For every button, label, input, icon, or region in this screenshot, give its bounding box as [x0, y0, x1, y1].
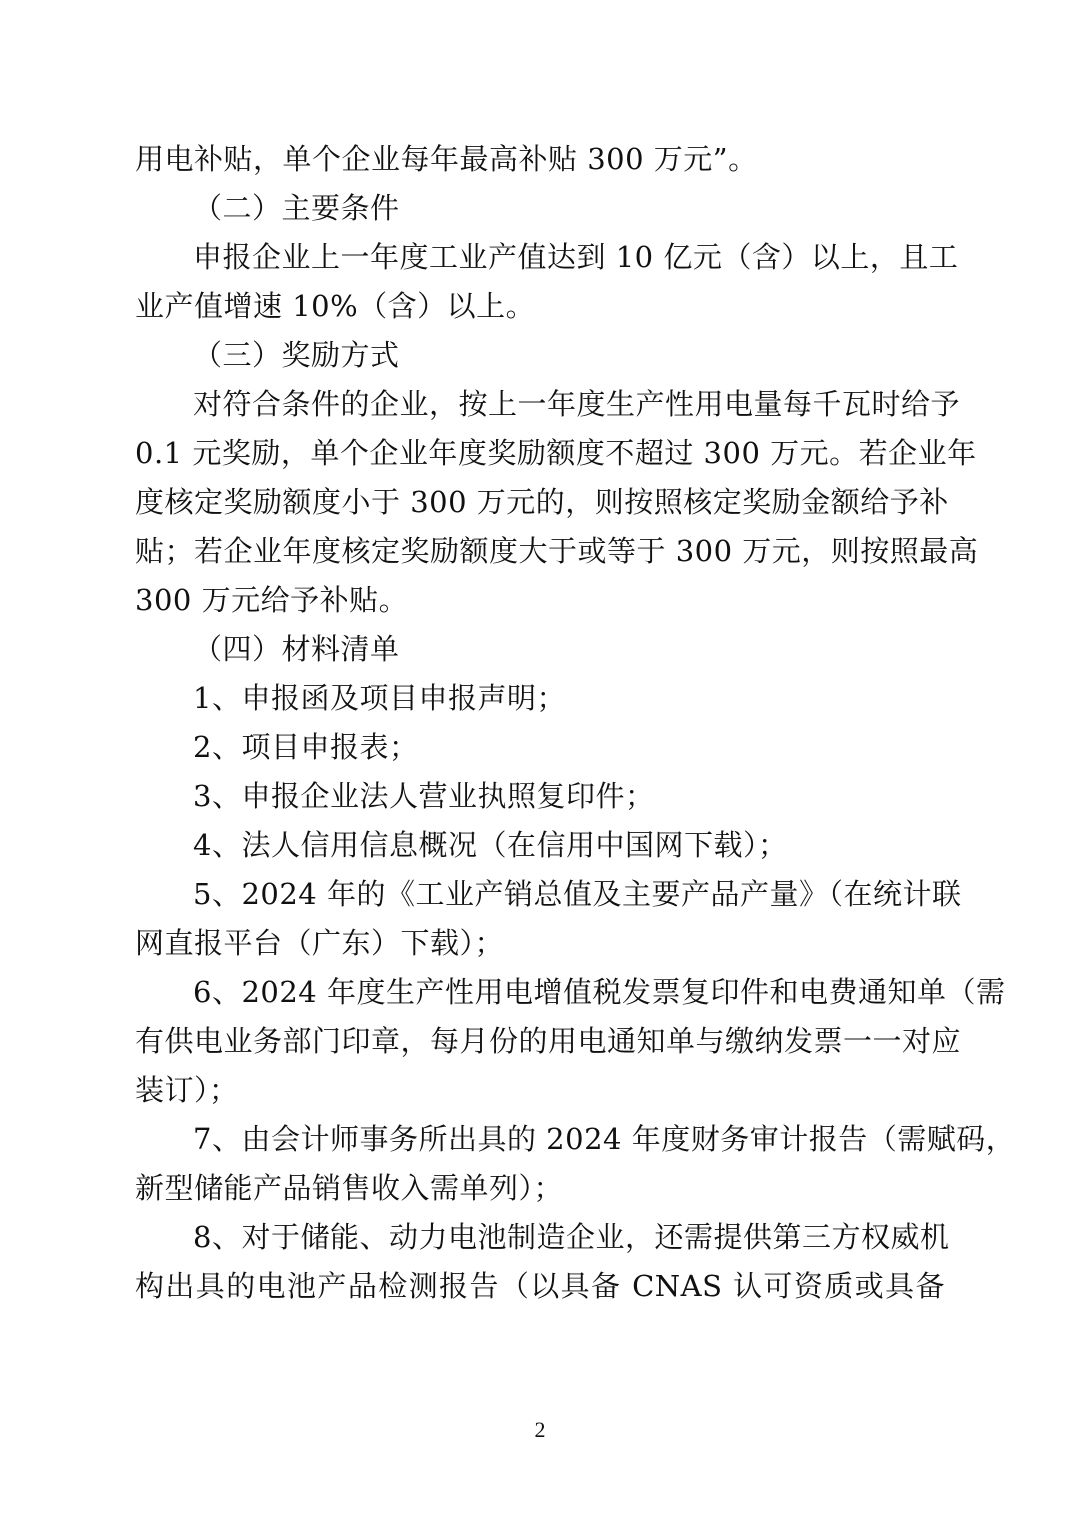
paragraph-line: 贴；若企业年度核定奖励额度大于或等于 300 万元，则按照最高	[135, 534, 979, 568]
list-item-continuation: 网直报平台（广东）下载）；	[135, 926, 505, 960]
list-item: 8、对于储能、动力电池制造企业，还需提供第三方权威机	[193, 1220, 950, 1254]
list-item: 7、由会计师事务所出具的 2024 年度财务审计报告（需赋码，	[193, 1122, 1016, 1156]
section-heading-materials-list: （四）材料清单	[193, 632, 400, 666]
page-number: 2	[534, 1417, 546, 1442]
list-item: 6、2024 年度生产性用电增值税发票复印件和电费通知单（需	[193, 975, 1006, 1009]
paragraph-line: 对符合条件的企业，按上一年度生产性用电量每千瓦时给予	[193, 387, 961, 421]
list-item: 5、2024 年的《工业产销总值及主要产品产量》（在统计联	[193, 877, 962, 911]
paragraph-line: 0.1 元奖励，单个企业年度奖励额度不超过 300 万元。若企业年	[135, 436, 977, 470]
paragraph-line: 度核定奖励额度小于 300 万元的，则按照核定奖励金额给予补	[135, 485, 949, 519]
paragraph-line: 300 万元给予补贴。	[135, 583, 409, 617]
list-item: 3、申报企业法人营业执照复印件；	[193, 779, 655, 813]
paragraph-line: 用电补贴，单个企业每年最高补贴 300 万元”。	[135, 142, 758, 176]
paragraph-line: 业产值增速 10%（含）以上。	[135, 289, 536, 323]
list-item-continuation: 新型储能产品销售收入需单列）；	[135, 1171, 564, 1205]
paragraph-line: 申报企业上一年度工业产值达到 10 亿元（含）以上，且工	[193, 240, 959, 274]
section-heading-main-conditions: （二）主要条件	[193, 191, 400, 225]
section-heading-reward-method: （三）奖励方式	[193, 338, 400, 372]
list-item: 4、法人信用信息概况（在信用中国网下载）；	[193, 828, 788, 862]
list-item: 2、项目申报表；	[193, 730, 419, 764]
list-item-continuation: 有供电业务部门印章，每月份的用电通知单与缴纳发票一一对应	[135, 1024, 962, 1058]
list-item-continuation: 装订）；	[135, 1073, 239, 1107]
list-item: 1、申报函及项目申报声明；	[193, 681, 566, 715]
list-item-continuation: 构出具的电池产品检测报告（以具备 CNAS 认可资质或具备	[135, 1269, 945, 1303]
